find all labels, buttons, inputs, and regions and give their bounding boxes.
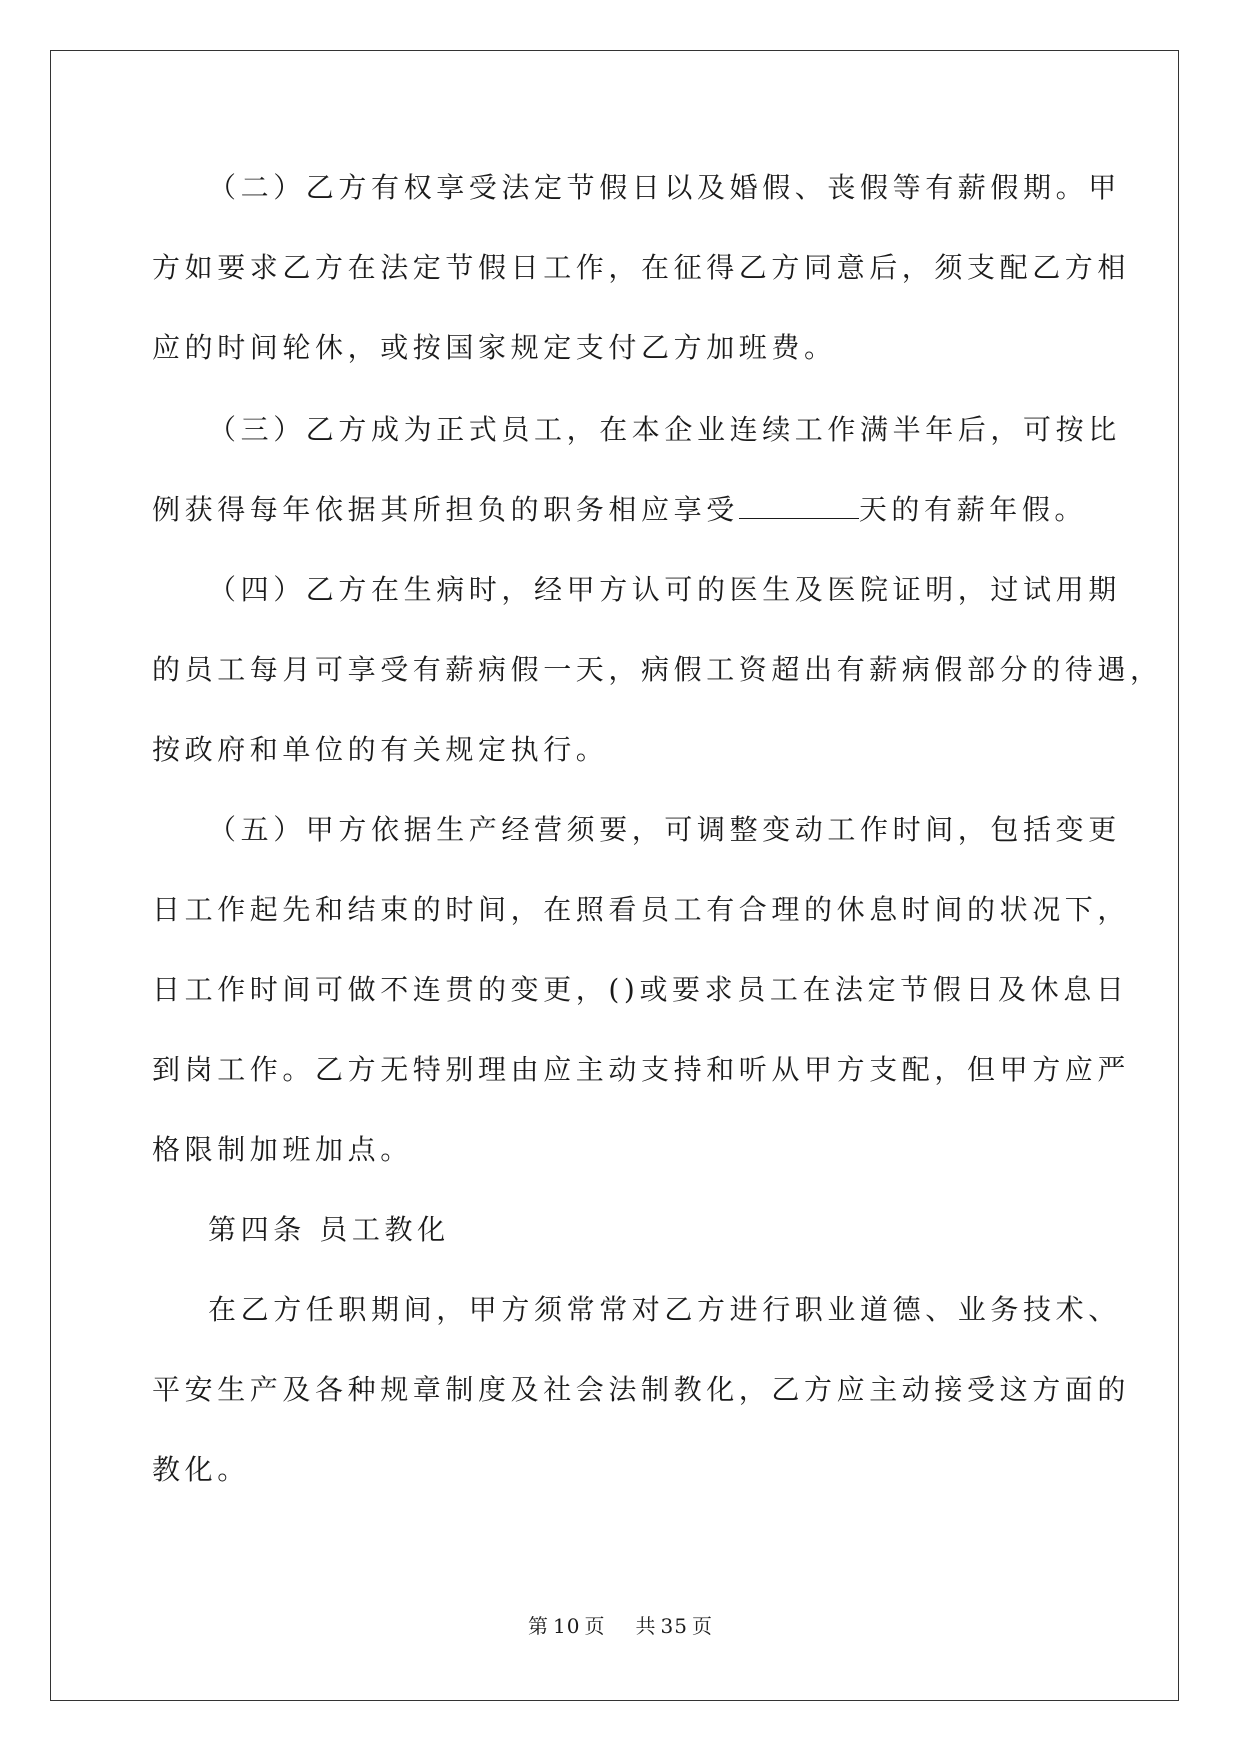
paragraph-line: 到岗工作。乙方无特别理由应主动支持和听从甲方支配，但甲方应严 <box>152 1053 1131 1086</box>
paragraph-line-with-blank <box>152 490 1087 530</box>
paragraph-text: 例获得每年依据其所担负的职务相应享受 <box>152 493 739 526</box>
paragraph-line: （四）乙方在生病时，经甲方认可的医生及医院证明，过试用期 <box>208 573 1121 606</box>
page-number-label: 第 10 页 <box>528 1614 606 1638</box>
paragraph-line: 的员工每月可享受有薪病假一天，病假工资超出有薪病假部分的待遇， <box>152 653 1163 686</box>
paragraph-line: （二）乙方有权享受法定节假日以及婚假、丧假等有薪假期。甲 <box>208 171 1121 204</box>
paragraph-line: 按政府和单位的有关规定执行。 <box>152 733 609 766</box>
paragraph-line: （五）甲方依据生产经营须要，可调整变动工作时间，包括变更 <box>208 813 1121 846</box>
paragraph-line: 格限制加班加点。 <box>152 1133 413 1166</box>
paragraph-line: 日工作起先和结束的时间，在照看员工有合理的休息时间的状况下， <box>152 893 1131 926</box>
paragraph-line: 方如要求乙方在法定节假日工作，在征得乙方同意后，须支配乙方相 <box>152 251 1131 284</box>
total-pages-label: 共 35 页 <box>635 1614 713 1638</box>
page-footer <box>0 1612 1241 1640</box>
fill-in-blank <box>739 492 859 519</box>
paragraph-line: 平安生产及各种规章制度及社会法制教化，乙方应主动接受这方面的 <box>152 1373 1131 1406</box>
paragraph-line: 日工作时间可做不连贯的变更，()或要求员工在法定节假日及休息日 <box>152 973 1129 1006</box>
section-heading: 第四条 员工教化 <box>208 1213 450 1246</box>
paragraph-line: 教化。 <box>152 1453 250 1486</box>
paragraph-text: 天的有薪年假。 <box>858 493 1088 526</box>
paragraph-line: 在乙方任职期间，甲方须常常对乙方进行职业道德、业务技术、 <box>208 1293 1121 1326</box>
paragraph-line: （三）乙方成为正式员工，在本企业连续工作满半年后，可按比 <box>208 413 1121 446</box>
paragraph-line: 应的时间轮休，或按国家规定支付乙方加班费。 <box>152 331 837 364</box>
